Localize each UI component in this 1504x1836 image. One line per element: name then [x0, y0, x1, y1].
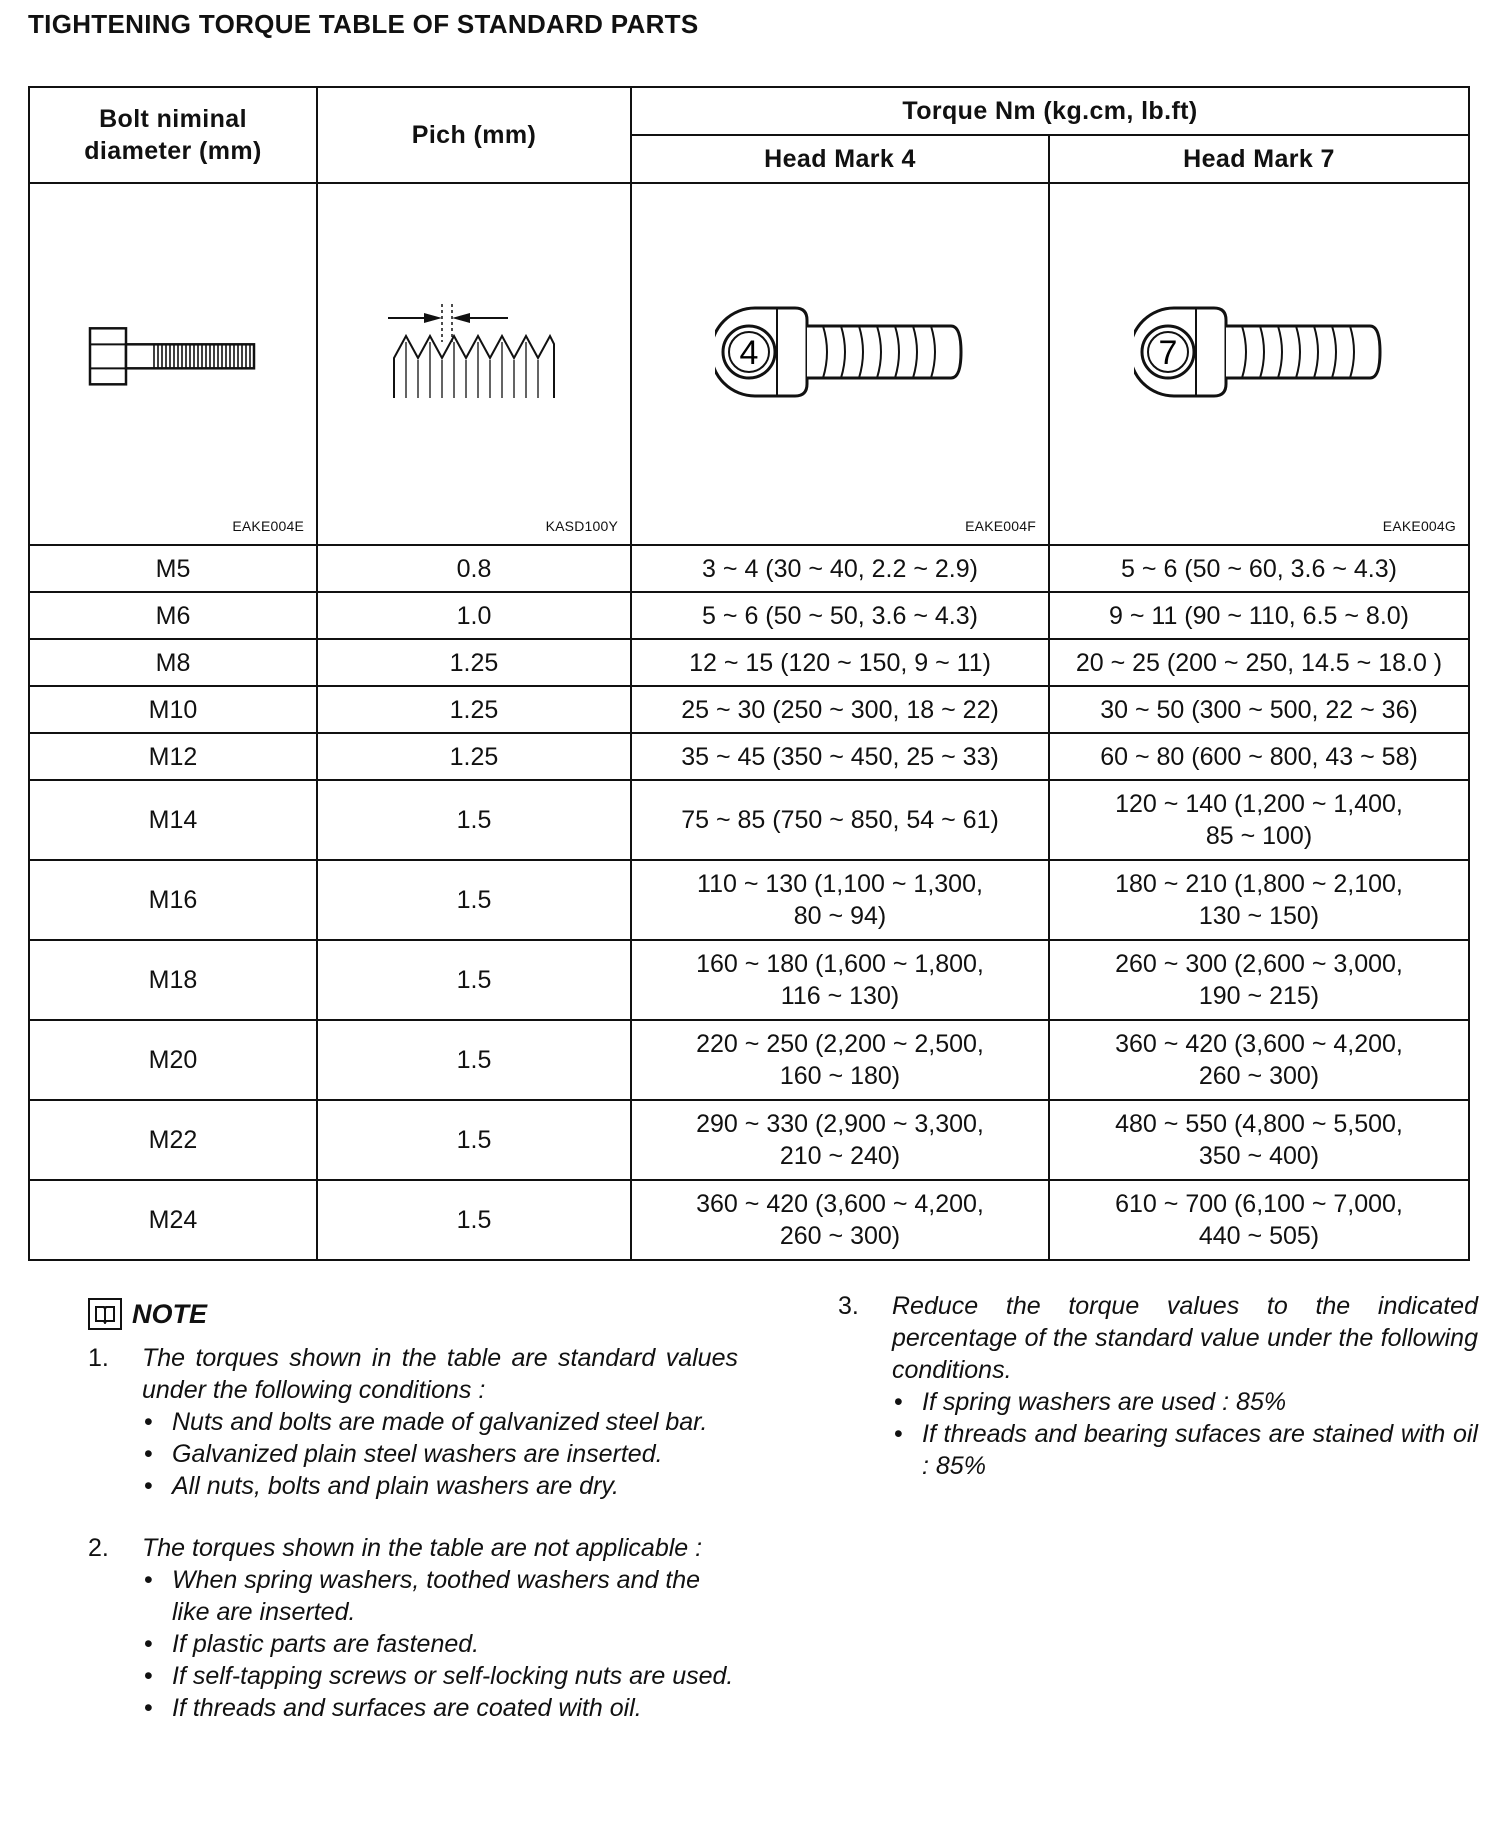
bolt-size-cell: M20	[29, 1020, 317, 1100]
pitch-cell: 1.5	[317, 940, 631, 1020]
torque-value-line: 210 ~ 240)	[779, 1142, 901, 1170]
note-bullet: • If plastic parts are fastened.	[144, 1628, 738, 1660]
bolt-size-cell: M16	[29, 860, 317, 940]
torque-mark7-cell	[1049, 592, 1469, 639]
torque-value-line: 480 ~ 550 (4,800 ~ 5,500,	[1115, 1110, 1403, 1138]
torque-mark4-cell	[631, 592, 1049, 639]
header-bolt-diameter: Bolt niminal diameter (mm)	[29, 87, 317, 183]
torque-mark4-cell	[631, 780, 1049, 860]
table-row	[29, 733, 1469, 780]
header-torque: Torque Nm (kg.cm, lb.ft)	[631, 87, 1469, 135]
torque-value-line: 180 ~ 210 (1,800 ~ 2,100,	[1115, 870, 1403, 898]
torque-mark7-cell	[1049, 733, 1469, 780]
note-label: NOTE	[132, 1298, 208, 1329]
mark7-figure-cell	[1049, 183, 1469, 545]
header-head-mark-4: Head Mark 4	[631, 135, 1049, 183]
torque-value-line: 290 ~ 330 (2,900 ~ 3,300,	[696, 1110, 984, 1138]
figure-code-mark7: EAKE004G	[1382, 518, 1456, 534]
torque-mark4-cell	[631, 545, 1049, 592]
note-item-number: 2.	[88, 1534, 109, 1562]
torque-value-line: 35 ~ 45 (350 ~ 450, 25 ~ 33)	[681, 742, 999, 771]
table-row	[29, 592, 1469, 639]
note-item-number: 1.	[88, 1344, 109, 1372]
torque-value-line: 350 ~ 400)	[1198, 1142, 1320, 1170]
torque-mark7-cell	[1049, 1180, 1469, 1260]
torque-value-line: 9 ~ 11 (90 ~ 110, 6.5 ~ 8.0)	[1109, 601, 1409, 630]
figure-code-bolt: EAKE004E	[232, 518, 304, 534]
table-row	[29, 545, 1469, 592]
torque-mark4-cell	[631, 940, 1049, 1020]
note-bullet: • If threads and bearing sufaces are stained with oil : 85%	[894, 1418, 1478, 1482]
table-row	[29, 1100, 1469, 1180]
torque-mark4-cell	[631, 639, 1049, 686]
page-title: TIGHTENING TORQUE TABLE OF STANDARD PARTS	[28, 9, 699, 39]
torque-mark4-cell	[631, 1100, 1049, 1180]
torque-mark4-cell	[631, 686, 1049, 733]
torque-mark7-cell	[1049, 545, 1469, 592]
torque-value-line: 160 ~ 180 (1,600 ~ 1,800,	[696, 950, 984, 978]
torque-mark7-cell	[1049, 1020, 1469, 1100]
pitch-cell: 1.25	[317, 639, 631, 686]
torque-mark7-cell	[1049, 1100, 1469, 1180]
torque-value-line: 116 ~ 130)	[780, 982, 900, 1010]
pitch-cell: 1.5	[317, 860, 631, 940]
bolt-size-cell: M8	[29, 639, 317, 686]
torque-mark4-cell	[631, 1180, 1049, 1260]
note-item-2	[88, 1532, 738, 1564]
torque-value-line: 120 ~ 140 (1,200 ~ 1,400,	[1115, 790, 1403, 818]
pitch-cell: 1.25	[317, 733, 631, 780]
bolt-size-cell: M18	[29, 940, 317, 1020]
torque-value-line: 75 ~ 85 (750 ~ 850, 54 ~ 61)	[681, 806, 999, 834]
figure-code-pitch: KASD100Y	[545, 518, 618, 534]
torque-value-line: 20 ~ 25 (200 ~ 250, 14.5 ~ 18.0 )	[1075, 648, 1443, 677]
note-item-1	[88, 1342, 738, 1406]
torque-value-line: 610 ~ 700 (6,100 ~ 7,000,	[1115, 1190, 1403, 1218]
pitch-cell: 1.25	[317, 686, 631, 733]
torque-mark7-cell	[1049, 860, 1469, 940]
torque-mark7-cell	[1049, 639, 1469, 686]
note-bullet: • When spring washers, toothed washers and the like are inserted.	[144, 1564, 738, 1628]
torque-value-line: 160 ~ 180)	[779, 1062, 901, 1090]
torque-value-line: 260 ~ 300 (2,600 ~ 3,000,	[1115, 950, 1403, 978]
bolt-size-cell: M6	[29, 592, 317, 639]
torque-value-line: 110 ~ 130 (1,100 ~ 1,300,	[697, 870, 983, 898]
note-item-text: Reduce the torque values to the indicated percentage of the standard value under the following conditions.	[892, 1292, 1478, 1384]
torque-mark7-cell	[1049, 686, 1469, 733]
torque-value-line: 260 ~ 300)	[1198, 1062, 1320, 1090]
torque-value-line: 440 ~ 505)	[1198, 1222, 1320, 1250]
bolt-size-cell: M12	[29, 733, 317, 780]
torque-value-line: 85 ~ 100)	[1205, 822, 1313, 850]
bolt-size-cell: M10	[29, 686, 317, 733]
torque-value-line: 360 ~ 420 (3,600 ~ 4,200,	[696, 1190, 984, 1218]
note-bullet: • If spring washers are used : 85%	[894, 1386, 1478, 1418]
table-row	[29, 860, 1469, 940]
mark4-figure-cell	[631, 183, 1049, 545]
header-pitch: Pich (mm)	[317, 87, 631, 183]
bolt-size-cell: M5	[29, 545, 317, 592]
header-head-mark-7: Head Mark 7	[1049, 135, 1469, 183]
torque-value-line: 5 ~ 6 (50 ~ 60, 3.6 ~ 4.3)	[1121, 554, 1397, 583]
pitch-cell: 1.5	[317, 780, 631, 860]
note-bullet: • If self-tapping screws or self-locking nuts are used.	[144, 1660, 738, 1692]
pitch-cell: 0.8	[317, 545, 631, 592]
note-bullet: • All nuts, bolts and plain washers are dry.	[144, 1470, 738, 1502]
torque-value-line: 3 ~ 4 (30 ~ 40, 2.2 ~ 2.9)	[702, 554, 978, 583]
table-row	[29, 1020, 1469, 1100]
pitch-figure-cell	[317, 183, 631, 545]
thread-pitch-icon	[384, 302, 564, 402]
note-item-number: 3.	[838, 1292, 859, 1320]
note-heading	[88, 1298, 738, 1330]
table-row	[29, 639, 1469, 686]
torque-value-line: 60 ~ 80 (600 ~ 800, 43 ~ 58)	[1100, 742, 1418, 771]
note-bullet: • Nuts and bolts are made of galvanized steel bar.	[144, 1406, 738, 1438]
note-item-3	[838, 1290, 1478, 1386]
torque-mark4-cell	[631, 733, 1049, 780]
torque-table	[28, 86, 1470, 1261]
torque-value-line: 260 ~ 300)	[779, 1222, 901, 1250]
notes-left-column	[88, 1298, 738, 1724]
bolt-size-cell: M14	[29, 780, 317, 860]
note-bullet: • Galvanized plain steel washers are inserted.	[144, 1438, 738, 1470]
torque-mark7-cell	[1049, 940, 1469, 1020]
table-row	[29, 940, 1469, 1020]
bolt-icon	[88, 324, 258, 388]
head-mark-4-bolt-icon	[715, 302, 965, 402]
torque-value-line: 130 ~ 150)	[1198, 902, 1320, 930]
table-row	[29, 686, 1469, 733]
torque-value-line: 12 ~ 15 (120 ~ 150, 9 ~ 11)	[689, 648, 991, 677]
figure-code-mark4: EAKE004F	[965, 518, 1036, 534]
torque-value-line: 190 ~ 215)	[1198, 982, 1320, 1010]
pitch-cell: 1.5	[317, 1020, 631, 1100]
table-row	[29, 1180, 1469, 1260]
torque-mark4-cell	[631, 860, 1049, 940]
bolt-figure-cell	[29, 183, 317, 545]
pitch-cell: 1.5	[317, 1100, 631, 1180]
bolt-size-cell: M24	[29, 1180, 317, 1260]
note-item-text: The torques shown in the table are not applicable :	[142, 1534, 703, 1562]
note-item-text: The torques shown in the table are standard values under the following conditions :	[142, 1344, 738, 1404]
notes-right-column	[838, 1290, 1478, 1482]
torque-value-line: 5 ~ 6 (50 ~ 50, 3.6 ~ 4.3)	[702, 601, 978, 630]
head-mark-4-label: 4	[739, 334, 759, 372]
pitch-cell: 1.5	[317, 1180, 631, 1260]
pitch-cell: 1.0	[317, 592, 631, 639]
table-row	[29, 780, 1469, 860]
note-bullet: • If threads and surfaces are coated with oil.	[144, 1692, 738, 1724]
torque-value-line: 30 ~ 50 (300 ~ 500, 22 ~ 36)	[1100, 695, 1418, 724]
torque-value-line: 25 ~ 30 (250 ~ 300, 18 ~ 22)	[681, 695, 999, 724]
head-mark-7-bolt-icon	[1134, 302, 1384, 402]
bolt-size-cell: M22	[29, 1100, 317, 1180]
head-mark-7-label: 7	[1158, 334, 1178, 372]
book-icon	[88, 1298, 122, 1330]
torque-mark4-cell	[631, 1020, 1049, 1100]
torque-value-line: 360 ~ 420 (3,600 ~ 4,200,	[1115, 1030, 1403, 1058]
torque-mark7-cell	[1049, 780, 1469, 860]
torque-value-line: 80 ~ 94)	[793, 902, 887, 930]
torque-value-line: 220 ~ 250 (2,200 ~ 2,500,	[696, 1030, 984, 1058]
